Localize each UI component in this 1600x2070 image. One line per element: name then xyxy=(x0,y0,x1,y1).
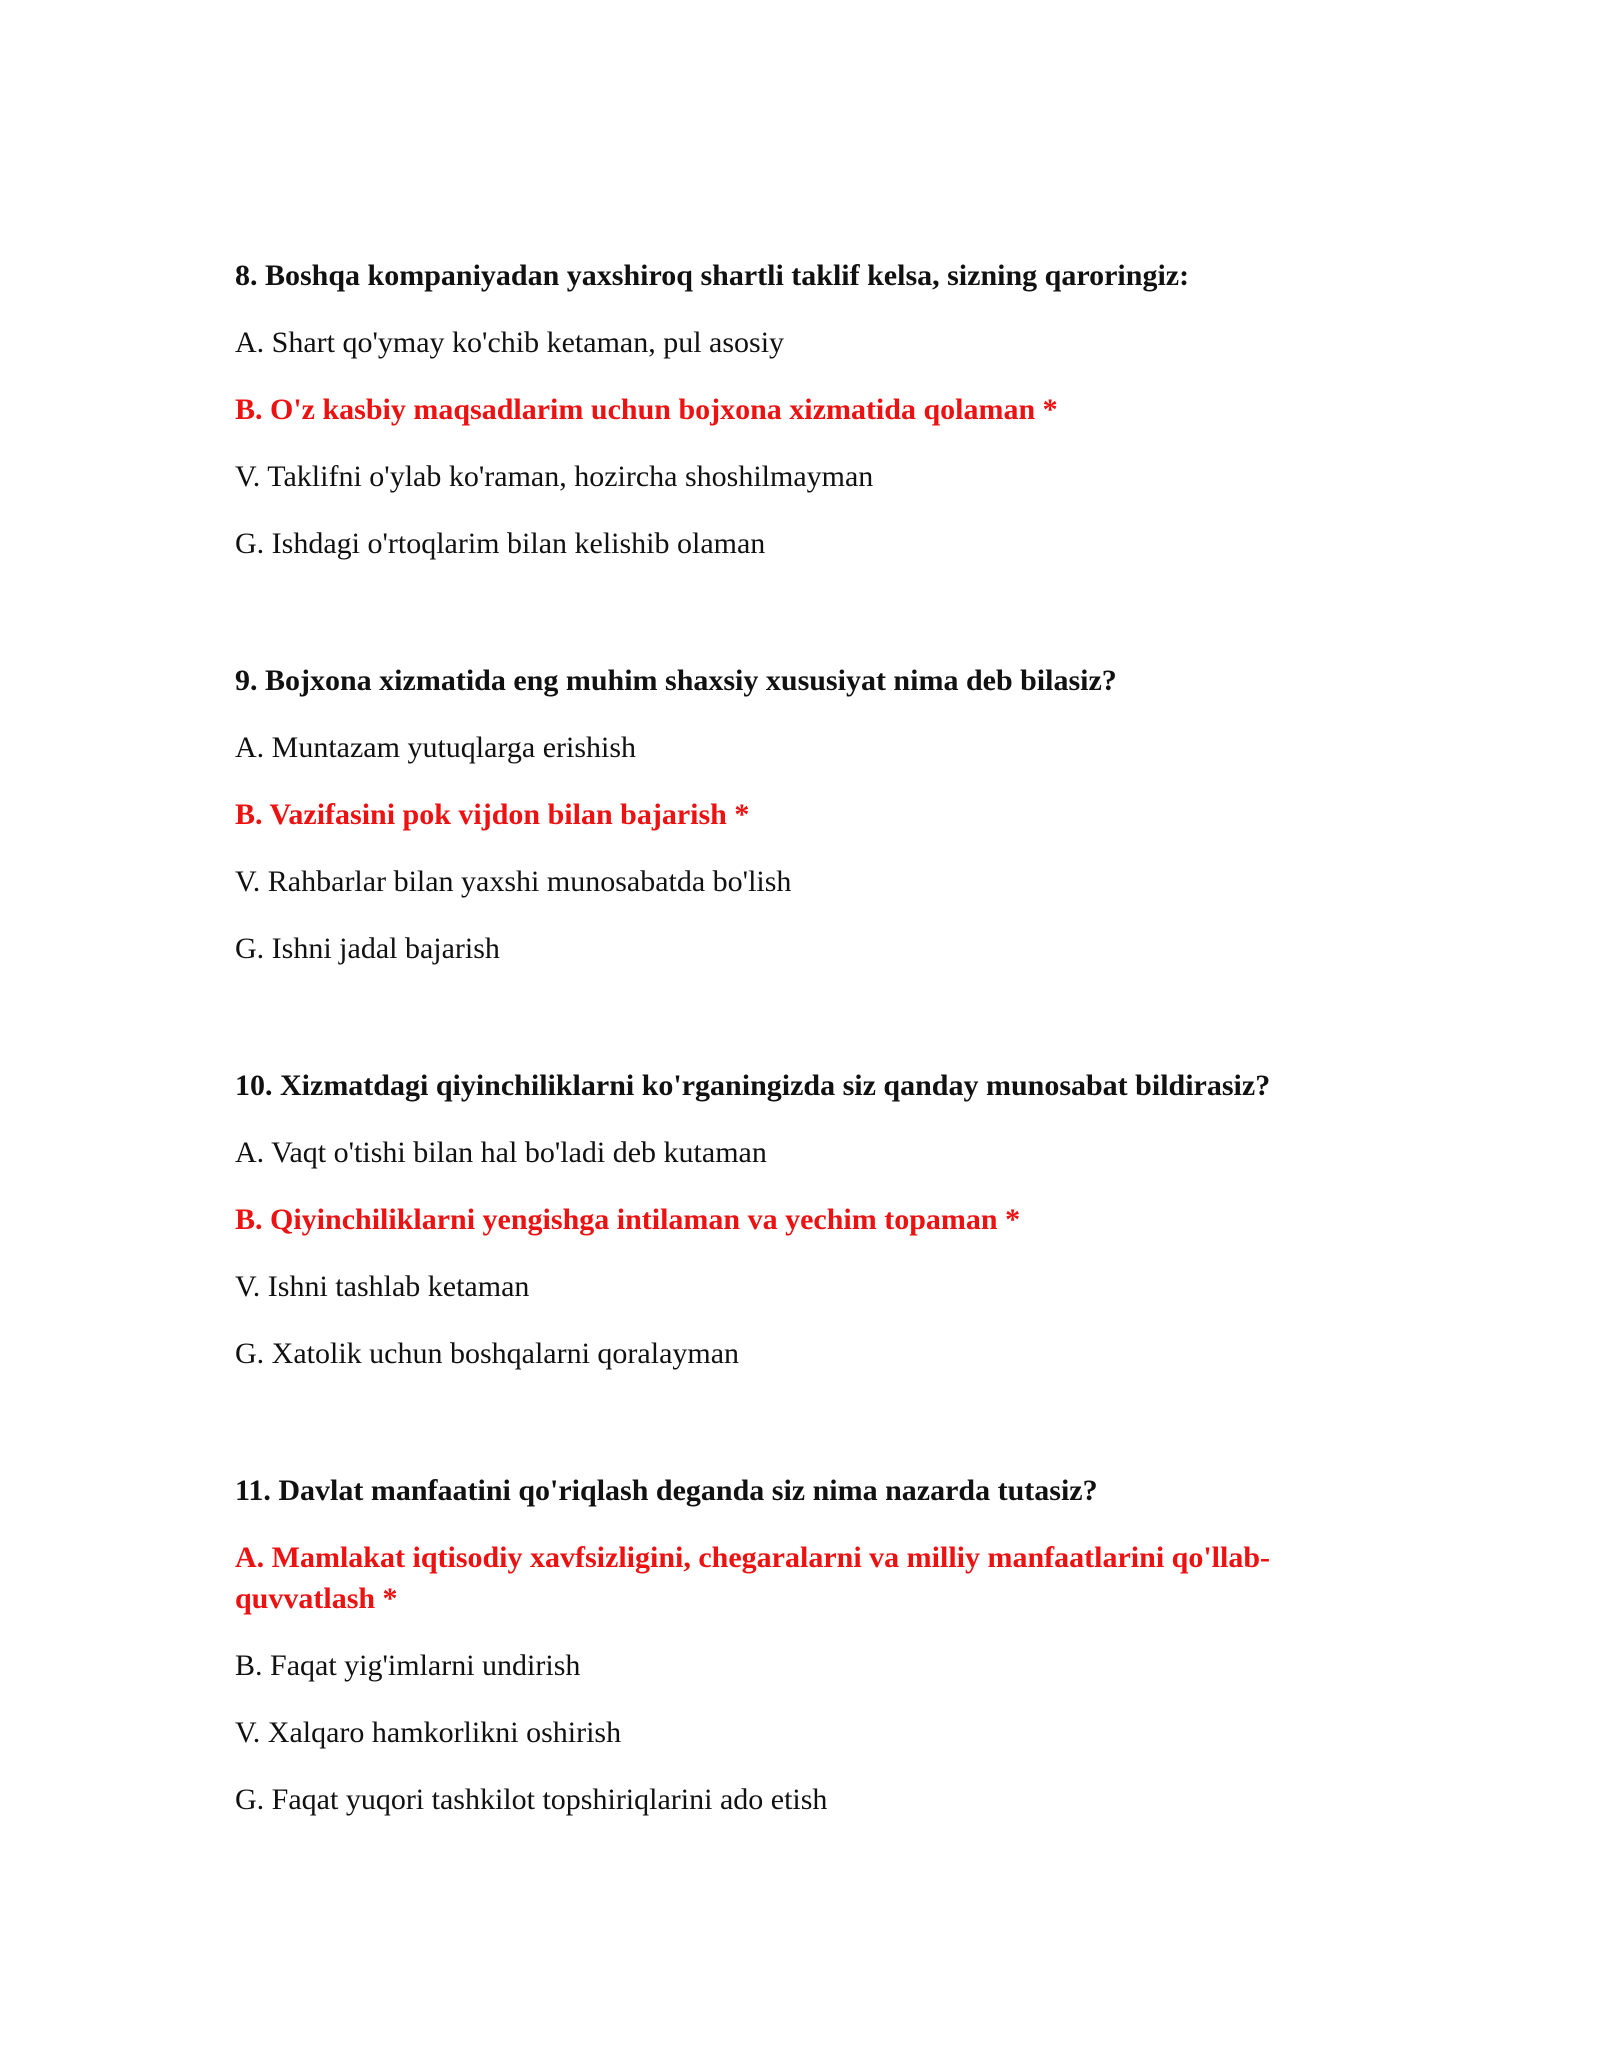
question-block-9 xyxy=(235,660,1365,995)
answer-option-v: V. Rahbarlar bilan yaxshi munosabatda bo'lish xyxy=(235,865,792,898)
question-block-8 xyxy=(235,255,1365,590)
answer-option-a: A. Muntazam yutuqlarga erishish xyxy=(235,731,637,764)
answer-option-b-correct: B. Qiyinchiliklarni yengishga intilaman va yechim topaman * xyxy=(235,1203,1021,1236)
question-block-11 xyxy=(235,1470,1365,1846)
answer-option-v: V. Ishni tashlab ketaman xyxy=(235,1270,530,1303)
answer-option-b-correct: B. Vazifasini pok vijdon bilan bajarish * xyxy=(235,798,750,831)
answer-option-a: A. Vaqt o'tishi bilan hal bo'ladi deb kutaman xyxy=(235,1136,767,1169)
question-block-10 xyxy=(235,1065,1365,1400)
answer-option-v: V. Taklifni o'ylab ko'raman, hozircha shoshilmayman xyxy=(235,460,874,493)
answer-option-g: G. Ishni jadal bajarish xyxy=(235,932,500,965)
answer-option-a: A. Shart qo'ymay ko'chib ketaman, pul asosiy xyxy=(235,326,785,359)
question-title: 8. Boshqa kompaniyadan yaxshiroq shartli taklif kelsa, sizning qaroringiz: xyxy=(235,259,1190,292)
answer-option-b: B. Faqat yig'imlarni undirish xyxy=(235,1649,581,1682)
question-title: 11. Davlat manfaatini qo'riqlash deganda siz nima nazarda tutasiz? xyxy=(235,1474,1098,1507)
answer-option-g: G. Ishdagi o'rtoqlarim bilan kelishib olaman xyxy=(235,527,766,560)
answer-option-v: V. Xalqaro hamkorlikni oshirish xyxy=(235,1716,622,1749)
answer-option-g: G. Faqat yuqori tashkilot topshiriqlarini ado etish xyxy=(235,1783,828,1816)
question-title: 9. Bojxona xizmatida eng muhim shaxsiy xususiyat nima deb bilasiz? xyxy=(235,664,1117,697)
answer-option-a-correct: A. Mamlakat iqtisodiy xavfsizligini, chegaralarni va milliy manfaatlarini qo'llab-quvvatlash * xyxy=(235,1541,1271,1615)
question-title: 10. Xizmatdagi qiyinchiliklarni ko'rganingizda siz qanday munosabat bildirasiz? xyxy=(235,1069,1271,1102)
answer-option-b-correct: B. O'z kasbiy maqsadlarim uchun bojxona xizmatida qolaman * xyxy=(235,393,1058,426)
answer-option-g: G. Xatolik uchun boshqalarni qoralayman xyxy=(235,1337,740,1370)
